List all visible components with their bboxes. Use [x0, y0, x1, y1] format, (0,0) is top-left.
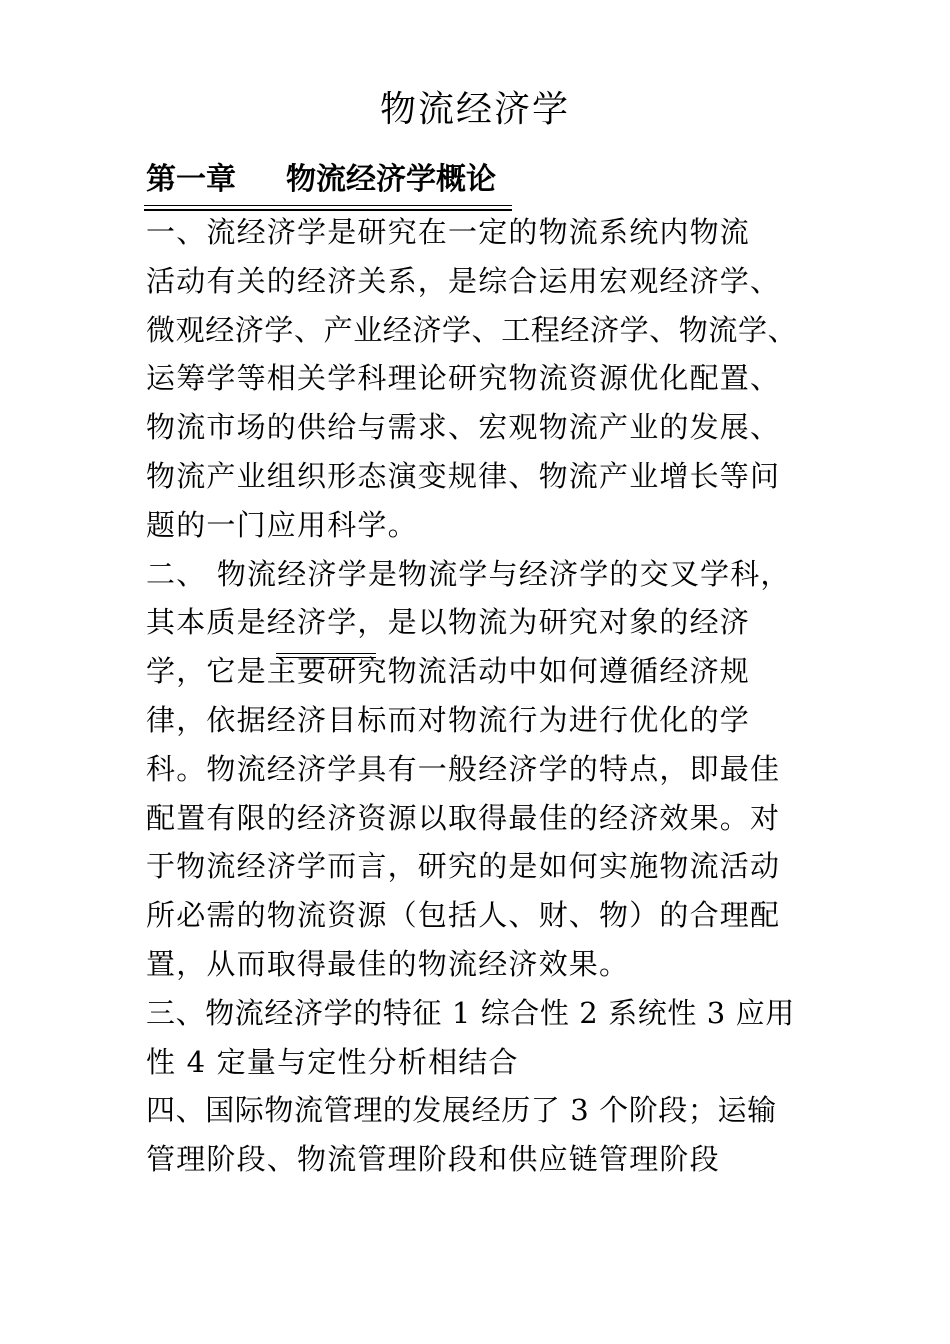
chapter-heading	[146, 160, 496, 200]
text-line: 二、 物流经济学是物流学与经济学的交叉学科，	[146, 556, 791, 591]
text-line: 管理阶段、物流管理阶段和供应链管理阶段	[146, 1142, 720, 1177]
text-line: 一、流经济学是研究在一定的物流系统内物流	[146, 215, 751, 249]
text-line: 其本质是经济学，是以物流为研究对象的经济	[146, 605, 751, 640]
text-line: 律，依据经济目标而对物流行为进行优化的学	[146, 702, 751, 737]
text-line: 科。物流经济学具有一般经济学的特点，即最佳	[146, 751, 781, 786]
text-line: 所必需的物流资源（包括人、财、物）的合理配	[146, 898, 781, 933]
body-text	[146, 208, 836, 1184]
text-line: 运筹学等相关学科理论研究物流资源优化配置、	[146, 361, 781, 396]
heading-underline-thin	[144, 205, 512, 206]
text-line: 物流市场的供给与需求、宏观物流产业的发展、	[146, 410, 781, 445]
text-line: 配置有限的经济资源以取得最佳的经济效果。对	[146, 800, 781, 835]
text-line: 活动有关的经济关系，是综合运用宏观经济学、	[146, 263, 781, 298]
text-line: 四、国际物流管理的发展经历了 3 个阶段；运输	[146, 1093, 777, 1128]
text-line: 性 4 定量与定性分析相结合	[146, 1044, 519, 1079]
chapter-number: 第一章	[146, 162, 236, 197]
text-line: 置，从而取得最佳的物流经济效果。	[146, 946, 630, 981]
text-line: 物流产业组织形态演变规律、物流产业增长等问	[146, 458, 781, 493]
text-line: 题的一门应用科学。	[146, 507, 418, 542]
document-title: 物流经济学	[379, 89, 570, 130]
text-line: 三、物流经济学的特征 1 综合性 2 系统性 3 应用	[146, 995, 795, 1030]
text-mark-line-lower	[276, 657, 376, 658]
chapter-name: 物流经济学概论	[286, 162, 496, 197]
text-line: 于物流经济学而言，研究的是如何实施物流活动	[146, 849, 781, 884]
text-line: 微观经济学、产业经济学、工程经济学、物流学、	[146, 312, 798, 347]
text-mark-line-upper	[276, 653, 376, 654]
text-line: 学，它是主要研究物流活动中如何遵循经济规	[146, 654, 751, 689]
